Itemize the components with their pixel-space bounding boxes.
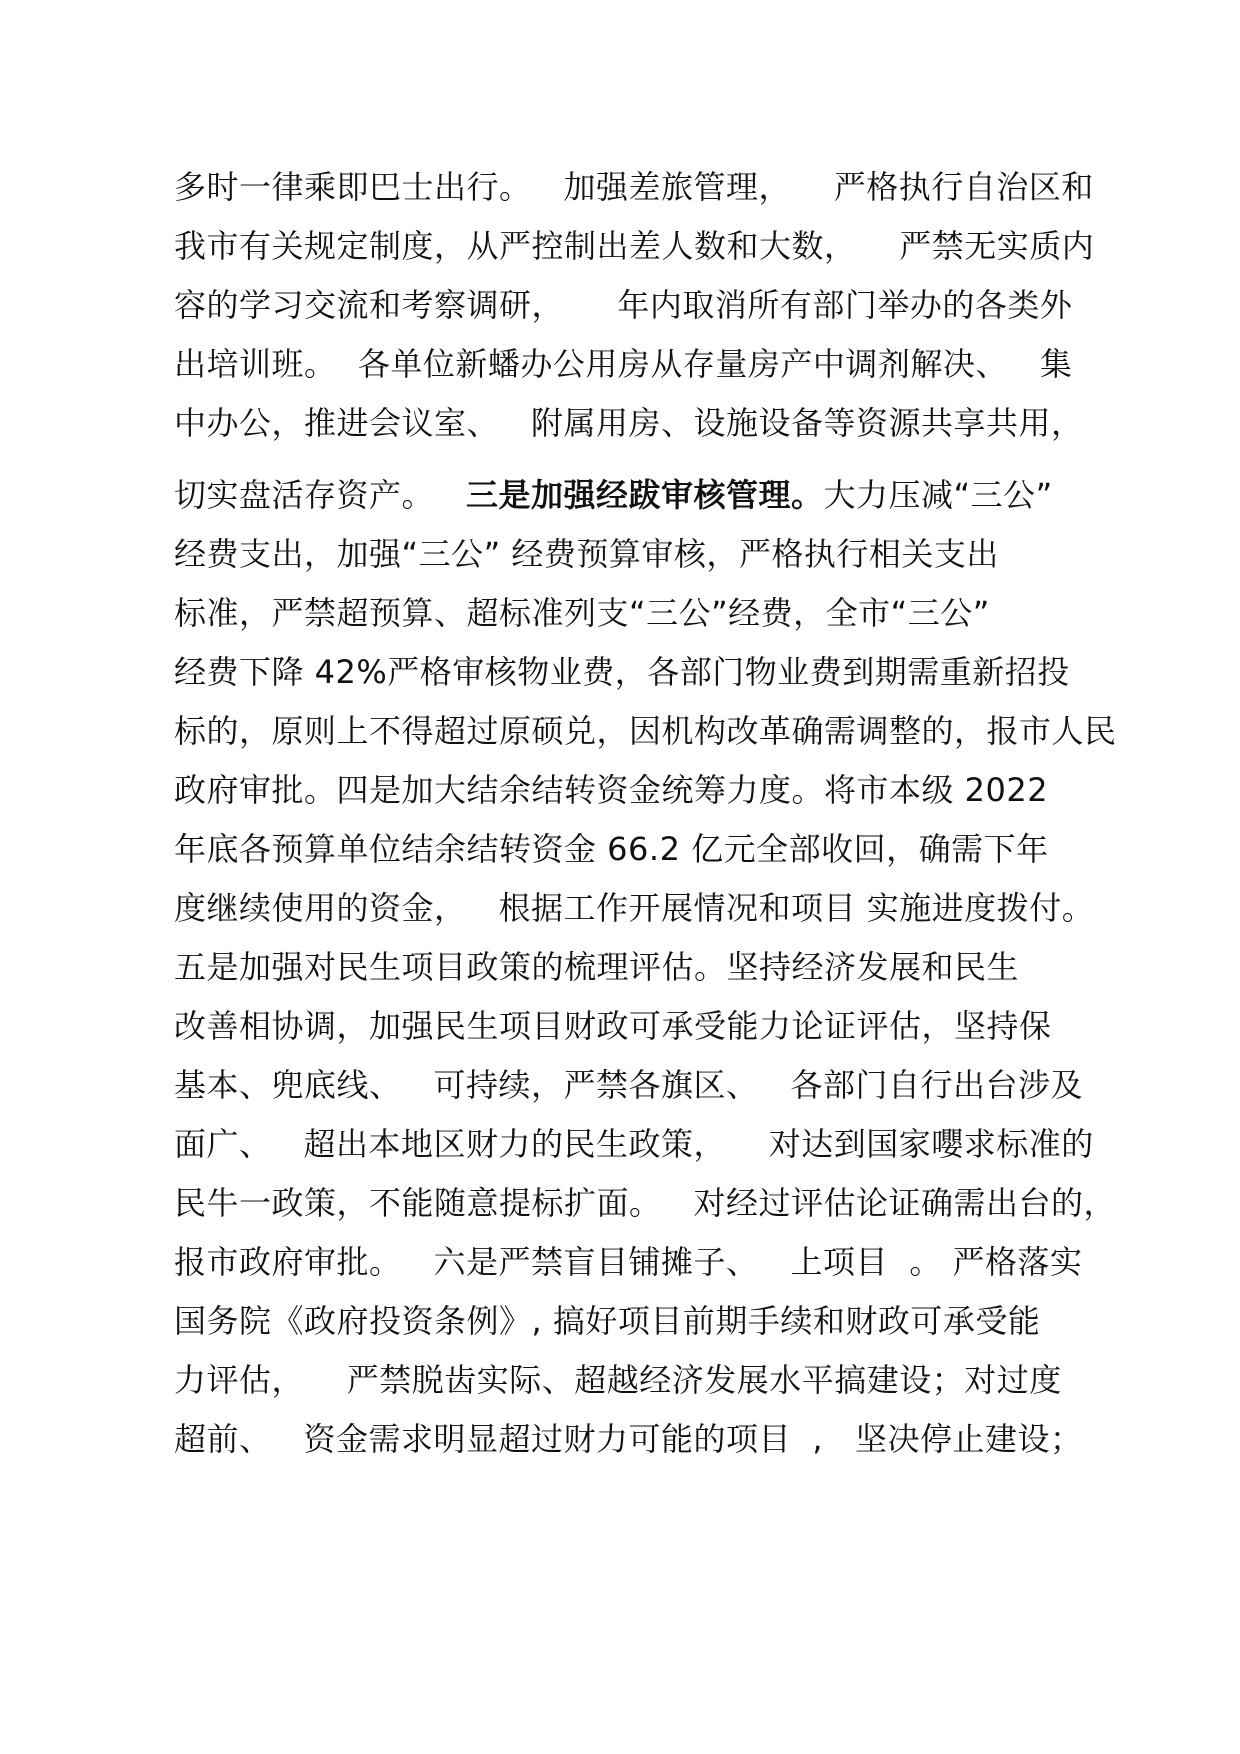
text-line bbox=[174, 1174, 1117, 1233]
text-line bbox=[174, 335, 1074, 394]
text-line bbox=[174, 217, 1095, 276]
text-segment: 力评估， 严禁脱齿实际、超越经济发展水平搞建设；对过度 bbox=[174, 1361, 1062, 1399]
text-segment: 经费支出，加强“三公” 经费预算审核，严格执行相关支出 bbox=[174, 535, 999, 573]
text-line bbox=[174, 1115, 1094, 1174]
text-line bbox=[174, 525, 1074, 584]
text-segment: 中办公，推进会议室、 附属用房、设施设备等资源共享共用， bbox=[174, 404, 1084, 442]
text-line bbox=[174, 1410, 1083, 1469]
text-line bbox=[174, 879, 1095, 938]
text-line bbox=[174, 276, 1074, 335]
text-segment: 超前、 资金需求明显超过财力可能的项目 , 坚决停止建设； bbox=[174, 1420, 1083, 1458]
text-line bbox=[174, 643, 1074, 702]
text-segment: 改善相协调，加强民生项目财政可承受能力论证评估，坚持保 bbox=[174, 1007, 1052, 1045]
text-line bbox=[174, 1056, 1084, 1115]
text-segment: 民牛一政策，不能随意提标扩面。 对经过评估论证确需出台的， bbox=[174, 1184, 1117, 1222]
text-segment: 基本、兜底线、 可持续，严禁各旗区、 各部门自行出台涉及 bbox=[174, 1066, 1084, 1104]
text-line bbox=[174, 702, 1117, 761]
text-line bbox=[174, 938, 1074, 997]
text-segment: 多时一律乘即巴士出行。 加强差旅管理， 严格执行自治区和 bbox=[174, 168, 1094, 206]
text-segment: 经费下降 42%严格审核物业费，各部门物业费到期需重新招投 bbox=[174, 653, 1070, 691]
text-segment: 报市政府审批。 六是严禁盲目铺摊子、 上项目 。 严格落实 bbox=[174, 1243, 1083, 1281]
text-line bbox=[174, 820, 1074, 879]
text-segment: 度继续使用的资金， 根据工作开展情况和项目 实施进度拨付。 bbox=[174, 889, 1095, 927]
text-line bbox=[174, 997, 1074, 1056]
text-segment: 五是加强对民生项目政策的梳理评估。坚持经济发展和民生 bbox=[174, 948, 1020, 986]
text-segment: 我市有关规定制度，从严控制出差人数和大数， 严禁无实质内 bbox=[174, 227, 1095, 265]
text-segment: 政府审批。四是加大结余结转资金统筹力度。将市本级 2022 bbox=[174, 771, 1049, 809]
text-segment: 大力压减“三公” bbox=[823, 476, 1053, 514]
text-segment: 标准，严禁超预算、超标准列支“三公”经费，全市“三公” bbox=[174, 594, 990, 632]
bold-heading-phrase: 三是加强经跋审核管理。 bbox=[466, 476, 824, 514]
text-line bbox=[174, 466, 1074, 525]
text-segment: 年底各预算单位结余结转资金 66.2 亿元全部收回，确需下年 bbox=[174, 830, 1049, 868]
body-text bbox=[174, 158, 1117, 1469]
text-line bbox=[174, 584, 1074, 643]
text-line bbox=[174, 1233, 1083, 1292]
text-segment: 标的，原则上不得超过原硕兑，因机构改革确需调整的，报市人民 bbox=[174, 712, 1117, 750]
text-line bbox=[174, 158, 1094, 217]
text-segment: 出培训班。 各单位新蟠办公用房从存量房产中调剂解决、 集 bbox=[174, 345, 1073, 383]
text-line bbox=[174, 761, 1074, 820]
text-segment: 容的学习交流和考察调研， 年内取消所有部门举办的各类外 bbox=[174, 286, 1073, 324]
text-segment: 切实盘活存资产。 bbox=[174, 476, 467, 514]
text-segment: 面广、 超出本地区财力的民生政策， 对达到国家嚶求标准的 bbox=[174, 1125, 1094, 1163]
text-line bbox=[174, 1351, 1074, 1410]
text-line bbox=[174, 1292, 1074, 1351]
text-line bbox=[174, 394, 1084, 453]
text-segment: 国务院《政府投资条例》, 搞好项目前期手续和财政可承受能 bbox=[174, 1302, 1041, 1340]
